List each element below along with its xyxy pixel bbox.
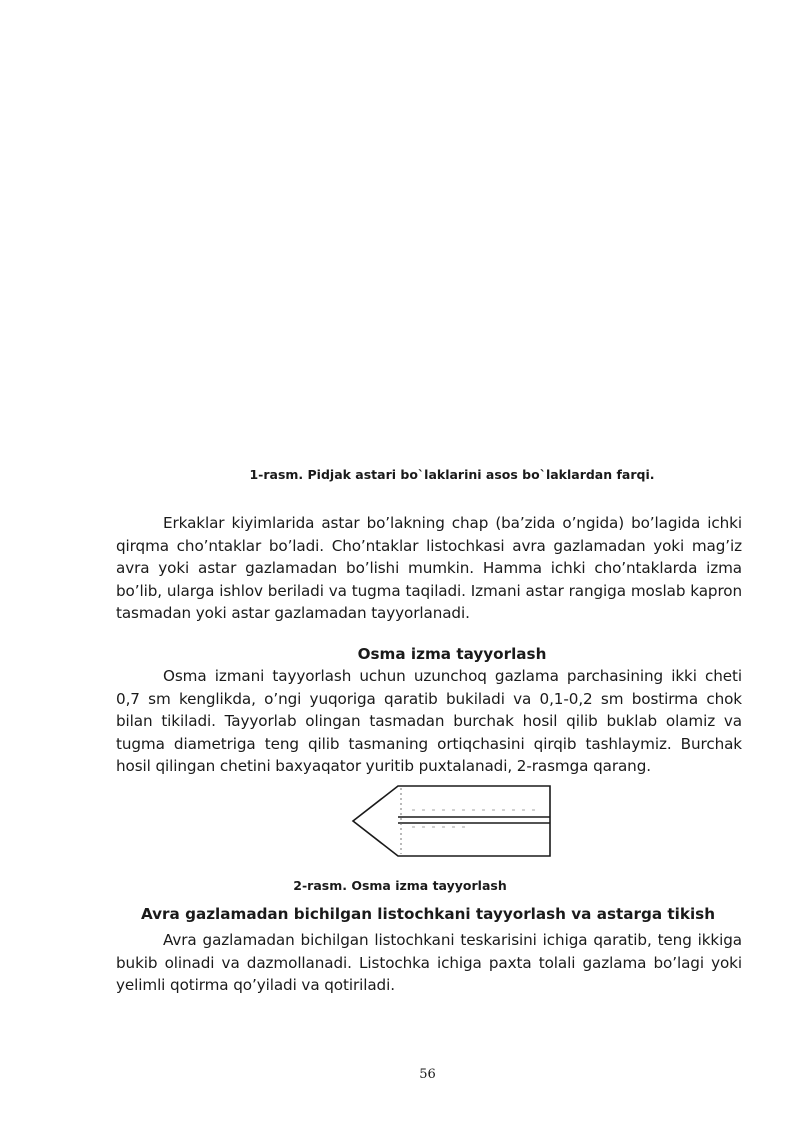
- loop-diagram: [350, 784, 555, 860]
- figure1-caption: 1-rasm. Pidjak astari bo`laklarini asos bo`laklardan farqi.: [249, 467, 655, 482]
- section-heading-listochka: Avra gazlamadan bichilgan listochkani tayyorlash va astarga tikish: [140, 905, 716, 923]
- section-heading-osma-izma: Osma izma tayyorlash: [357, 645, 547, 663]
- figure2-caption: 2-rasm. Osma izma tayyorlash: [293, 878, 507, 893]
- paragraph-pockets: Erkaklar kiyimlarida astar bo’lakning chap (ba’zida o’ngida) bo’lagida ichki qirqma cho’ntaklar bo’ladi. Cho’ntaklar listochkasi avra gazlamadan yoki mag’iz avra yoki astar gazlamadan bo’lishi mumkin. Hamma ichki cho’ntaklarda izma bo’lib, ularga ishlov beriladi va tugma taqiladi. Izmani astar rangiga moslab kapron tasmadan yoki astar gazlamadan tayyorlanadi.: [116, 514, 742, 623]
- loop-outline: [353, 786, 550, 856]
- page-number: 56: [419, 1067, 436, 1082]
- paragraph-listochka: Avra gazlamadan bichilgan listochkani teskarisini ichiga qaratib, teng ikkiga bukib olinadi va dazmollanadi. Listochka ichiga paxta tolali gazlama bo’lagi yoki yelimli qotirma qo’yiladi va qotiriladi.: [116, 931, 742, 995]
- paragraph-osma-izma: Osma izmani tayyorlash uchun uzunchoq gazlama parchasining ikki cheti 0,7 sm kenglikda, o’ngi yuqoriga qaratib bukiladi va 0,1-0,2 sm bostirma chok bilan tikiladi. Tayyorlab olingan tasmadan burchak hosil qilib buklab olamiz va tugma diametriga teng qilib tasmaning ortiqchasini qirqib tashlaymiz. Burchak hosil qilingan chetini baxyaqator yuritib puxtalanadi, 2-rasmga qarang.: [116, 667, 742, 776]
